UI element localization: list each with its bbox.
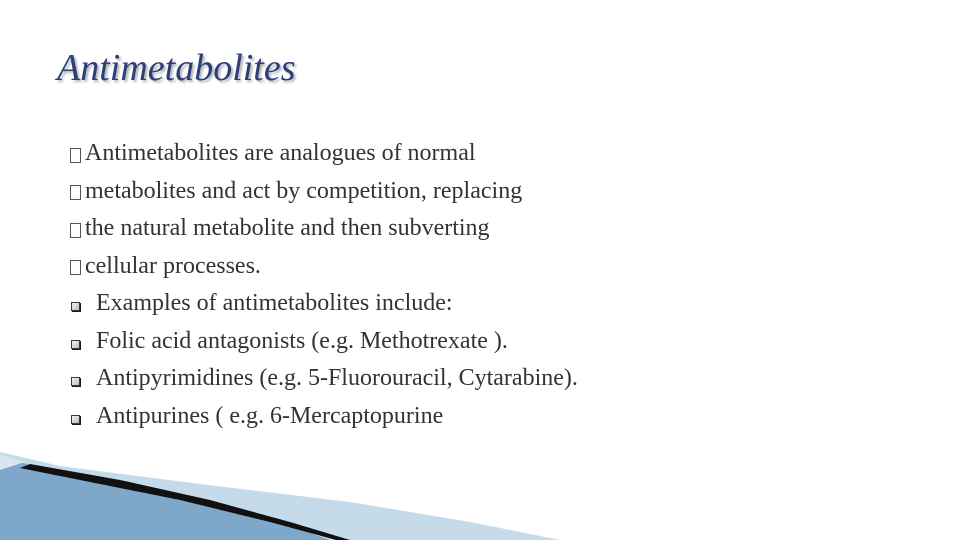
bullet-text: the natural metabolite and then subverting (85, 215, 490, 241)
bullet-text: Examples of antimetabolites include: (96, 290, 453, 316)
bullet-text: Antipyrimidines (e.g. 5-Fluorouracil, Cytarabine). (96, 365, 578, 391)
bullet-text: cellular processes. (85, 252, 261, 279)
bullet-text: Antipurines ( e.g. 6-Mercaptopurine (96, 402, 444, 429)
bullet-text: Folic acid antagonists (e.g. Methotrexate ). (96, 327, 508, 354)
bullet-text: metabolites and act by competition, replacing (85, 177, 523, 204)
slide-title: Antimetabolites (57, 47, 296, 89)
bullet-text: Antimetabolites are analogues of normal (85, 140, 476, 166)
